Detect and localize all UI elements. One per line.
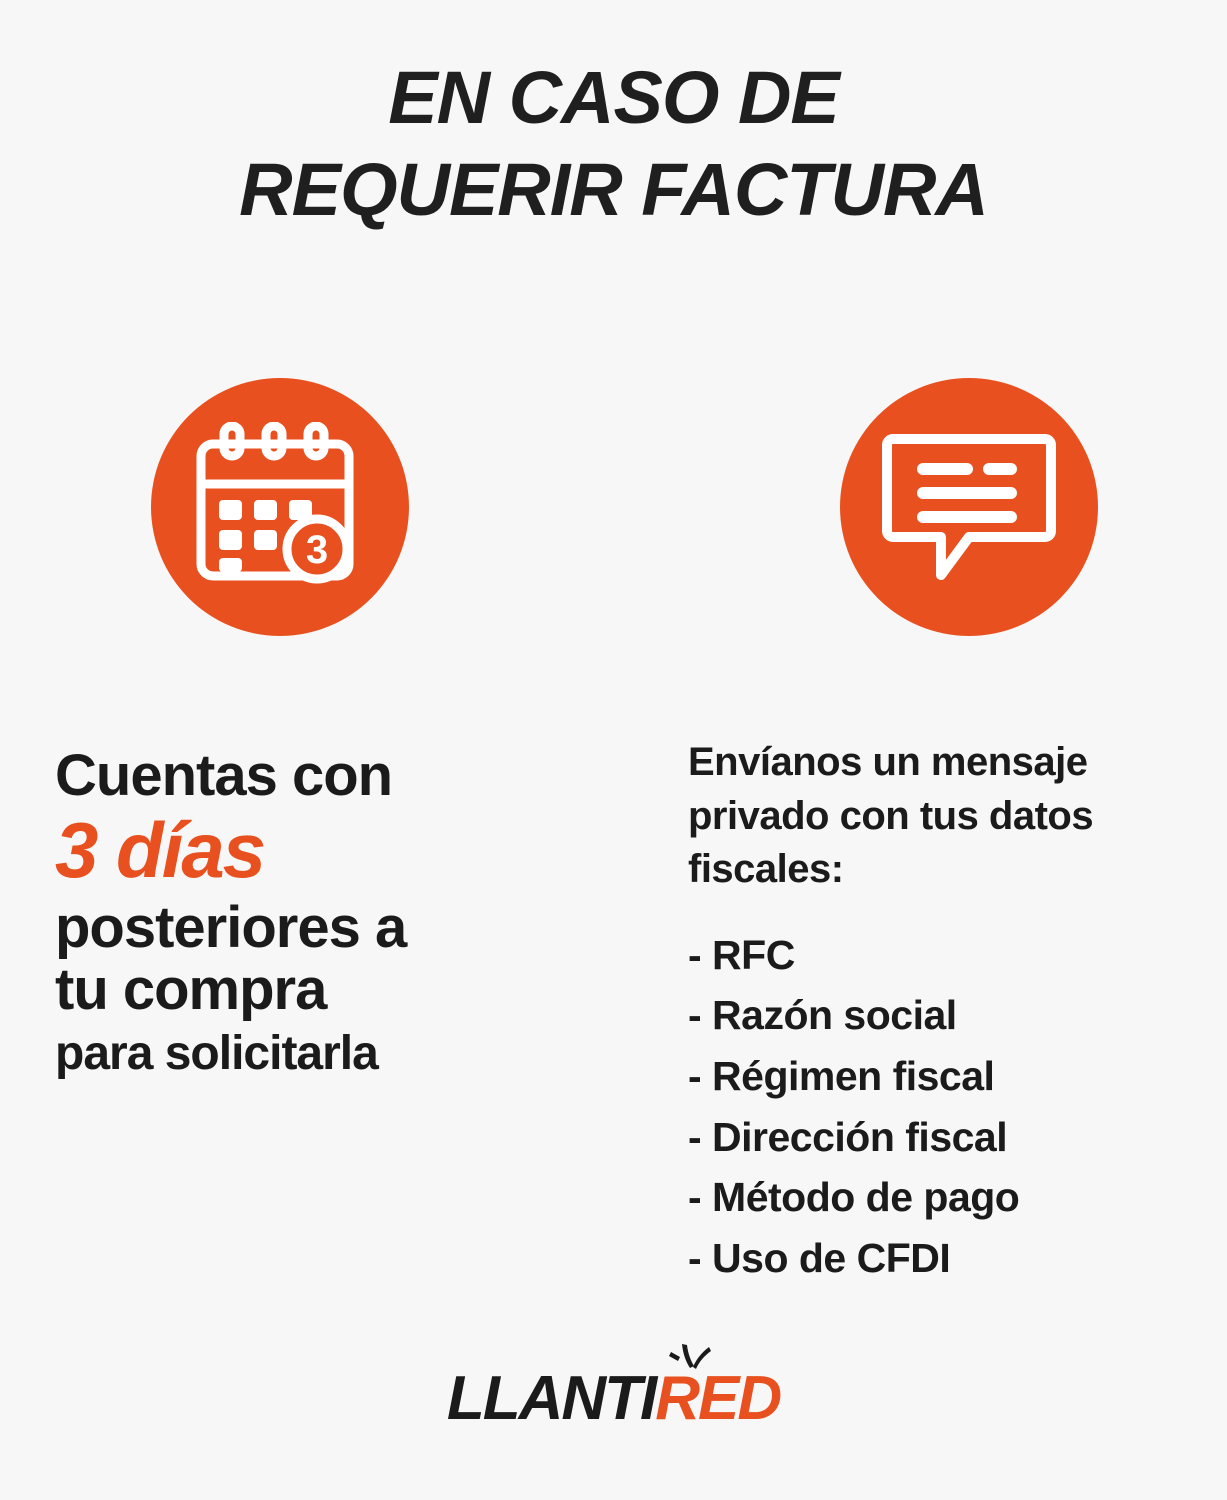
list-item: - RFC [688,931,795,978]
deadline-line-1: Cuentas con [55,743,393,808]
chat-bubble-icon [879,425,1059,590]
calendar-icon-circle [151,378,409,636]
fiscal-data-intro: Envíanos un mensaje privado con tus datos fiscales: [688,740,1094,892]
list-item: - Régimen fiscal [688,1053,995,1100]
brand-logo-text [446,1364,781,1433]
chat-icon-wrap [840,378,1227,636]
page-title [0,52,1227,236]
fiscal-data-list [688,925,1227,1289]
calendar-3-days-icon [191,422,369,592]
chat-icon-circle [840,378,1098,636]
brand-logo-inner [446,1364,781,1433]
deadline-line-3: posteriores a [55,894,407,960]
list-item: - Razón social [688,992,957,1039]
brand-logo-part-2: RED [655,1364,781,1433]
calendar-badge-number: 3 [305,528,329,572]
list-item: - Dirección fiscal [688,1113,1008,1160]
brand-logo-part-1: LLANTI [446,1364,656,1433]
page-title-line-1: EN CASO DE [388,56,839,139]
spark-icon [669,1340,715,1374]
column-deadline [0,378,610,1081]
deadline-line-5: para solicitarla [55,1026,378,1080]
page-title-line-2: REQUERIR FACTURA [239,147,988,231]
list-item: - Uso de CFDI [688,1235,951,1282]
fiscal-data-text [688,736,1227,1289]
deadline-text [55,743,610,1081]
content-columns [0,378,1227,1289]
deadline-line-2-highlight: 3 días [55,806,265,895]
calendar-icon-wrap [151,378,610,636]
column-fiscal-data [610,378,1227,1289]
deadline-line-4: tu compra [55,957,327,1023]
list-item: - Método de pago [688,1174,1020,1221]
brand-logo [0,1364,1227,1433]
